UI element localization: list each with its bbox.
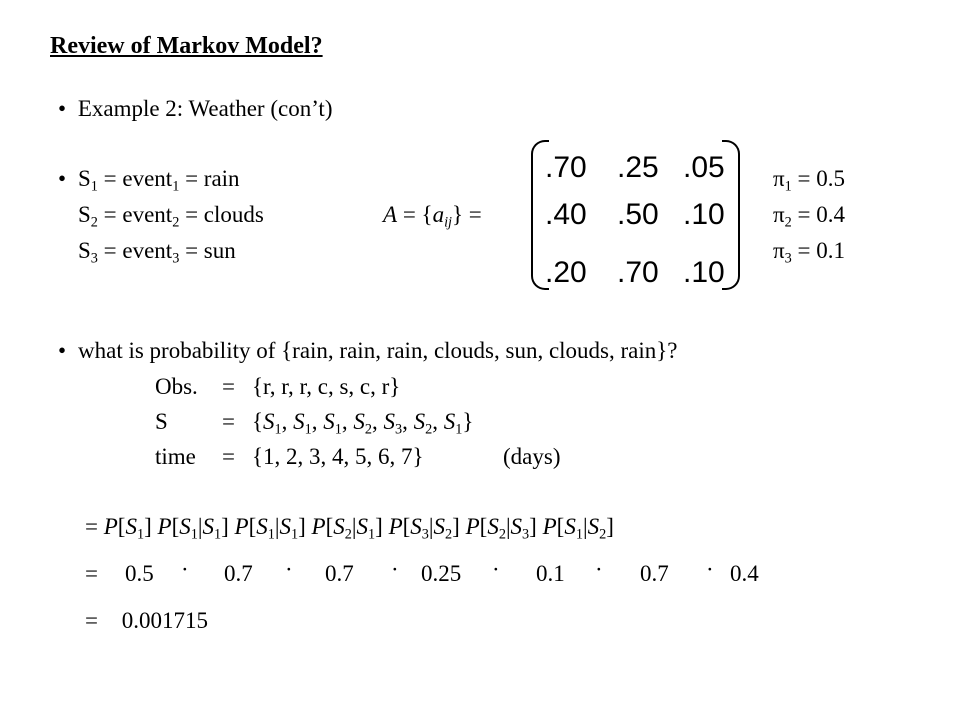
dot: · (285, 557, 293, 582)
dot: · (391, 557, 399, 582)
factor: 0.7 (325, 561, 354, 586)
matrix-cell: .20 (545, 256, 587, 289)
matrix-cell: .70 (545, 151, 587, 184)
factor: 0.7 (640, 561, 669, 586)
state-3: $S_3$ = event$_3$ = sun (78, 238, 236, 267)
time-unit: (days) (503, 444, 561, 469)
matrix-cell: .40 (545, 198, 587, 231)
example-line (58, 97, 333, 120)
probability-expression: = $P[S_1]$ $P[S_1|S_1]$ $P[S_1|S_1]$ $P[S_2|S_1]$ $P[S_3|S_2]$ $P[S_2|S_3]$ $P[S_1|S_2]$ (85, 514, 614, 543)
factor: 0.5 (125, 561, 154, 586)
slide-title: Review of Markov Model? (50, 33, 323, 59)
matrix-cell: .25 (617, 151, 659, 184)
factor: 0.4 (730, 561, 759, 586)
factor: 0.1 (536, 561, 565, 586)
matrix-cell: .10 (683, 256, 725, 289)
bullet: • (58, 96, 67, 121)
s-label: S (155, 409, 168, 434)
matrix-cell: .10 (683, 198, 725, 231)
matrix-cell: .50 (617, 198, 659, 231)
state-1: $S_1$ = event$_1$ = rain (78, 166, 240, 195)
numeric-product: = (85, 561, 98, 586)
obs-value: {r, r, r, c, s, c, r} (252, 374, 401, 399)
prior-2: $\pi_2 = 0.4$ (773, 202, 845, 231)
matrix-cell: .05 (683, 151, 725, 184)
matrix-label: $A = \{a_{ij}\}$ = (383, 202, 482, 231)
s-value: {$S_1$, $S_1$, $S_1$, $S_2$, $S_3$, $S_2$, $S_1$} (252, 409, 474, 438)
prior-1: $\pi_1 = 0.5$ (773, 166, 845, 195)
dot: · (181, 557, 189, 582)
dot: · (492, 557, 500, 582)
result: = 0.001715 (85, 608, 208, 633)
time-eq: = (222, 444, 235, 469)
state-2: $S_2$ = event$_2$ = clouds (78, 202, 264, 231)
time-label: time (155, 444, 196, 469)
bullet: • (58, 338, 67, 363)
matrix-cell: .70 (617, 256, 659, 289)
bullet: • (58, 166, 67, 191)
factor: 0.25 (421, 561, 462, 586)
question: what is probability of {rain, rain, rain, clouds, sun, clouds, rain}? (78, 338, 678, 363)
time-value: {1, 2, 3, 4, 5, 6, 7} (252, 444, 424, 469)
s-eq: = (222, 409, 235, 434)
example-text: Example 2: Weather (con’t) (77, 96, 333, 121)
obs-eq: = (222, 374, 235, 399)
obs-label: Obs. (155, 374, 198, 399)
dot: · (595, 557, 603, 582)
factor: 0.7 (224, 561, 253, 586)
prior-3: $\pi_3 = 0.1$ (773, 238, 845, 267)
dot: · (706, 557, 714, 582)
